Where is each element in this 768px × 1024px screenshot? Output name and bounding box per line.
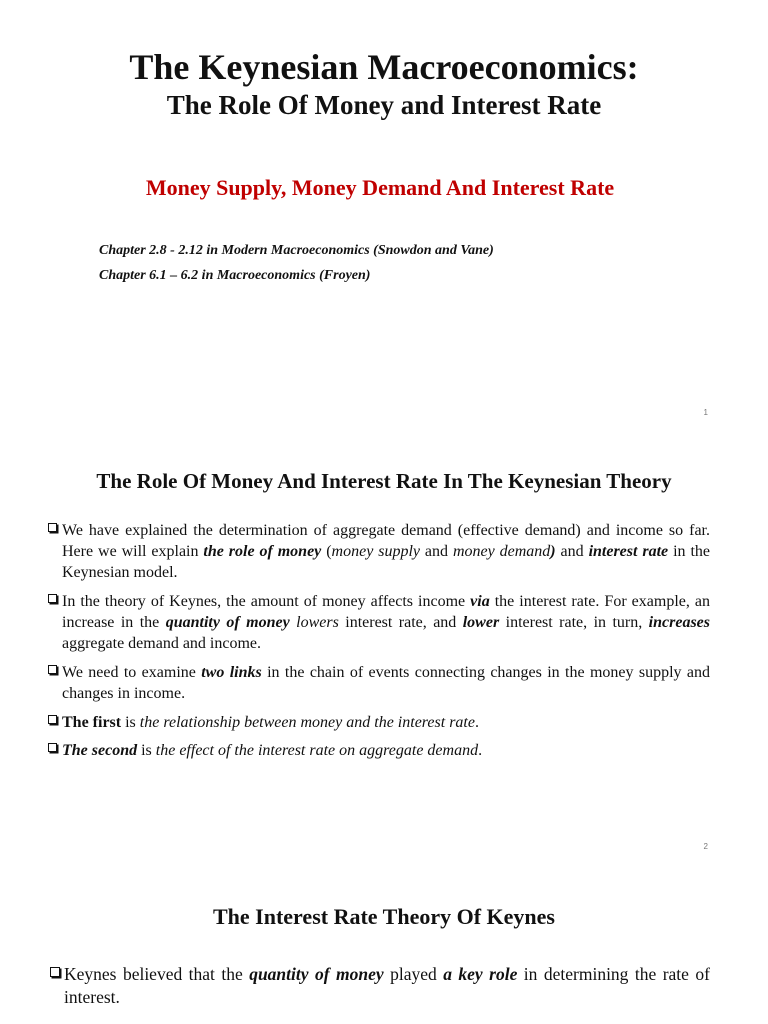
text-run: The second [62, 742, 138, 759]
text-run: and [555, 543, 589, 560]
square-bullet-icon [48, 594, 57, 603]
list-item [50, 963, 710, 1009]
text-run: . [474, 714, 479, 731]
text-run: in the Keynesian model. [62, 543, 710, 581]
text-run: We need to examine [62, 664, 202, 681]
slide-3 [0, 868, 768, 1024]
chapter-reference: Chapter 2.8 - 2.12 in Modern Macroeconomics (Snowdon and Vane) [99, 243, 494, 258]
text-run: interest rate [588, 543, 669, 560]
text-run: in determining the rate of interest. [64, 964, 710, 1007]
square-bullet-icon [48, 665, 57, 674]
slide-title: The Keynesian Macroeconomics: [129, 47, 639, 87]
section-heading: Money Supply, Money Demand And Interest Rate [145, 175, 615, 200]
text-run: lowers [296, 614, 339, 631]
text-run: increases [648, 614, 710, 631]
page-number: 2 [703, 842, 708, 851]
text-run: interest rate, in turn, [499, 614, 649, 631]
text-run: interest rate, and [338, 614, 463, 631]
page-number: 1 [703, 408, 708, 417]
text-run: a key role [443, 964, 518, 984]
text-run: and [419, 543, 453, 560]
text-run: two links [201, 664, 262, 681]
text-run: money demand [452, 543, 551, 560]
square-bullet-icon [48, 743, 57, 752]
text-run: quantity of money [165, 614, 290, 631]
square-bullet-icon [48, 523, 57, 532]
text-run: the relationship between money and the interest rate [139, 714, 475, 731]
list-item [48, 591, 710, 654]
text-run: is [137, 742, 156, 759]
slide-title: The Role Of Money And Interest Rate In The Keynesian Theory [96, 469, 672, 493]
text-run: is [121, 714, 140, 731]
square-bullet-icon [48, 715, 57, 724]
text-run: . [478, 742, 483, 759]
text-run: money supply [331, 543, 420, 560]
slide-2 [0, 434, 768, 868]
list-item [48, 662, 710, 704]
text-run: We have explained the determination of aggregate demand (effective demand) and income so far. Here we will explain [62, 522, 710, 560]
text-run: the interest rate. For example, an increase in the [62, 593, 710, 631]
list-item [48, 712, 710, 733]
text-run: played [383, 964, 444, 984]
bullet-list [50, 963, 710, 1017]
slide-title: The Interest Rate Theory Of Keynes [213, 904, 555, 929]
list-item [48, 740, 710, 761]
text-run: the effect of the interest rate on aggregate demand [155, 742, 479, 759]
text-run: Keynes believed that the [64, 964, 250, 984]
square-bullet-icon [50, 967, 60, 977]
chapter-reference: Chapter 6.1 – 6.2 in Macroeconomics (Froyen) [99, 268, 371, 283]
text-run: lower [462, 614, 500, 631]
text-run: ( [321, 543, 332, 560]
text-run: In the theory of Keynes, the amount of money affects income [62, 593, 471, 610]
text-run: via [470, 593, 490, 610]
text-run: aggregate demand and income. [62, 635, 262, 652]
slide-subtitle: The Role Of Money and Interest Rate [166, 90, 602, 120]
text-run: The first [62, 714, 122, 731]
text-run: ) [550, 543, 556, 560]
list-item [48, 520, 710, 583]
text-run: in the chain of events connecting changes in the money supply and changes in income. [62, 664, 710, 702]
slide-1 [0, 0, 768, 434]
bullet-list [48, 520, 710, 768]
text-run: the role of money [203, 543, 322, 560]
text-run: quantity of money [249, 964, 384, 984]
